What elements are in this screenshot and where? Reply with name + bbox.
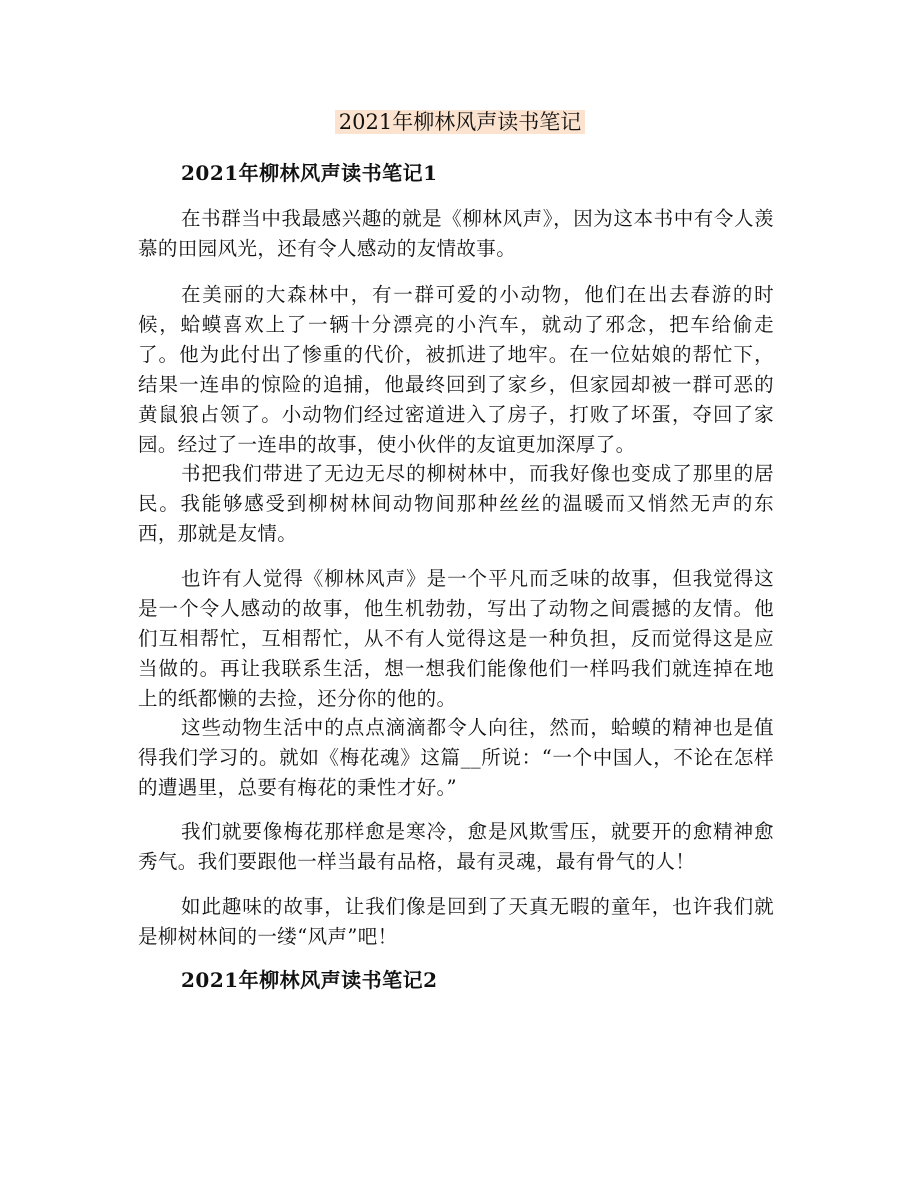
paragraph-4: 也许有人觉得《柳林风声》是一个平凡而乏味的故事，但我觉得这是一个令人感动的故事，他生机勃勃，写出了动物之间震撼的友情。他们互相帮忙，互相帮忙，从不有人觉得这是一种负担，反而觉得这是应当做的。再让我联系生活，想一想我们能像他们一样吗我们就连掉在地上的纸都懒的去捡，还分你的他的。 — [138, 567, 774, 710]
paragraph-2: 在美丽的大森林中，有一群可爱的小动物，他们在出去春游的时候，蛤蟆喜欢上了一辆十分漂亮的小汽车，就动了邪念，把车给偷走了。他为此付出了惨重的代价，被抓进了地牢。在一位姑娘的帮忙下，结果一连串的惊险的追捕，他最终回到了家乡，但家园却被一群可恶的黄鼠狼占领了。小动物们经过密道进入了房子，打败了坏蛋，夺回了家园。经过了一连串的故事，使小伙伴的友谊更加深厚了。 — [138, 283, 774, 456]
paragraph-7: 如此趣味的故事，让我们像是回到了天真无暇的童年，也许我们就是柳树林间的一缕“风声”吧！ — [138, 895, 774, 948]
paragraph-3: 书把我们带进了无边无尽的柳树林中，而我好像也变成了那里的居民。我能够感受到柳树林间动物间那种丝丝的温暖而又悄然无声的东西，那就是友情。 — [138, 462, 774, 545]
document-title — [0, 107, 920, 137]
section-heading-1: 2021年柳林风声读书笔记1 — [181, 161, 438, 185]
document-title-text: 2021年柳林风声读书笔记 — [335, 110, 585, 134]
paragraph-1: 在书群当中我最感兴趣的就是《柳林风声》，因为这本书中有令人羡慕的田园风光，还有令人感动的友情故事。 — [138, 207, 774, 260]
section-heading-2: 2021年柳林风声读书笔记2 — [181, 968, 438, 992]
paragraph-5: 这些动物生活中的点点滴滴都令人向往，然而，蛤蟆的精神也是值得我们学习的。就如《梅花魂》这篇__所说：“一个中国人，不论在怎样的遭遇里，总要有梅花的秉性才好。” — [138, 716, 774, 799]
paragraph-6: 我们就要像梅花那样愈是寒冷，愈是风欺雪压，就要开的愈精神愈秀气。我们要跟他一样当最有品格，最有灵魂，最有骨气的人！ — [138, 820, 774, 873]
